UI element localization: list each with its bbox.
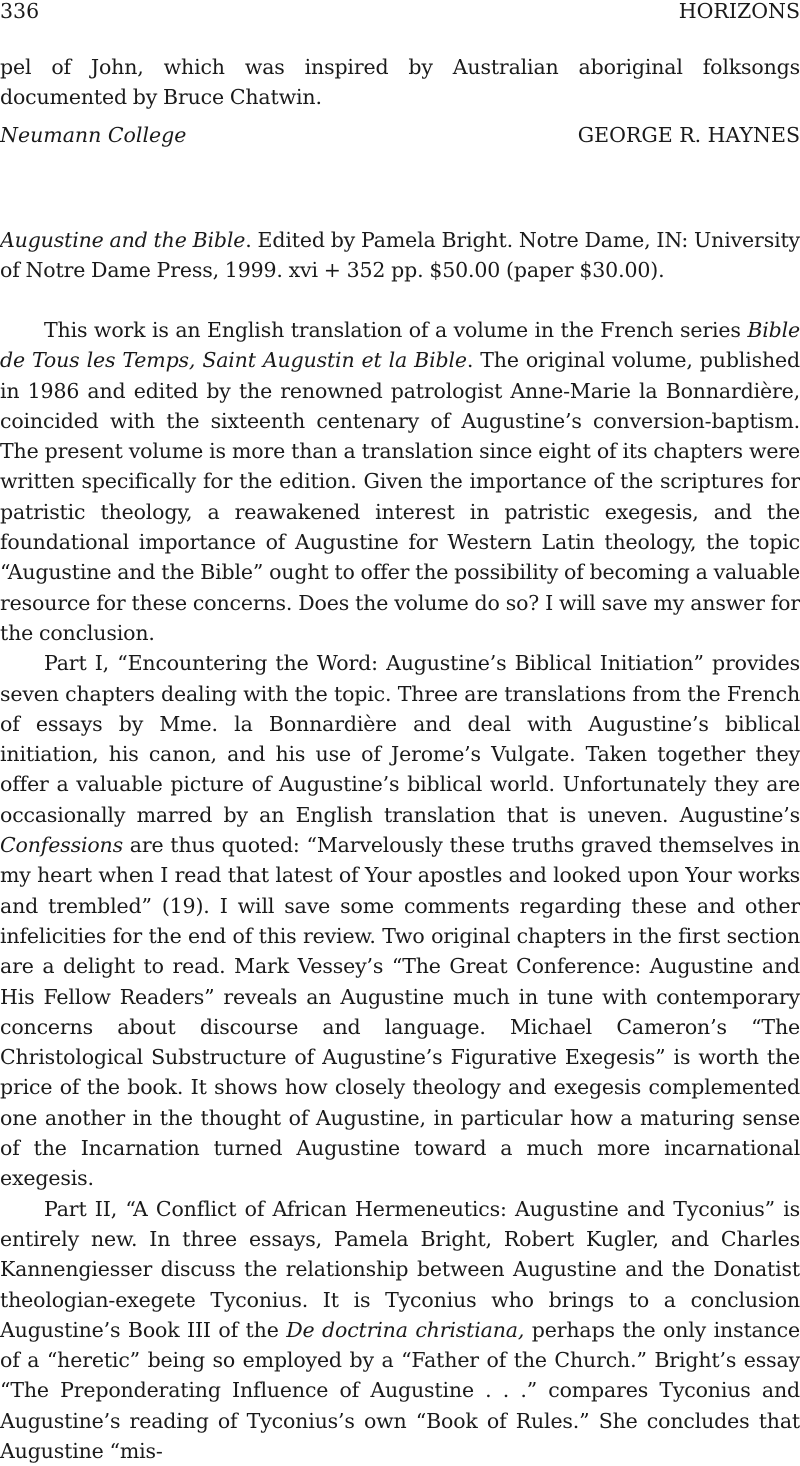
publication-details: . Edited by Pamela Bright. Notre Dame, IN: University of Notre Dame Press, 1999. xvi + 352 pp. $50.00 (paper $30.00).	[0, 228, 800, 283]
reviewer-signature	[0, 120, 800, 152]
running-header	[0, 0, 800, 28]
reviewer-institution: Neumann College	[0, 123, 187, 147]
work-title-confessions: Confessions	[0, 833, 123, 858]
previous-review-ending	[0, 52, 800, 113]
book-citation	[0, 225, 800, 286]
review-paragraph-3: Part II, “A Conflict of African Hermeneutics: Augustine and Tyconius” is entirely new. In three essays, Pamela Bright, Robert Kugler, and Charles Kannengiesser discuss the relationship between Augustine and the Donatist theologian-exegete Tyconius. It is Tyconius who brings to a conclusion Augustine’s Book III of the De doctrina christiana, perhaps the only instance of a “heretic” being so employed by a “Father of the Church.” Bright’s essay “The Preponderating Influence of Augustine . . .” compares Tyconius and Augustine’s reading of Tyconius’s own “Book of Rules.” She concludes that Augustine “mis-	[0, 1196, 800, 1463]
book-title: Augustine and the Bible	[0, 228, 246, 252]
review-paragraph-1: This work is an English translation of a volume in the French series Bible de Tous les Temps, Saint Augustin et la Bible. The original volume, published in 1986 and edited by the renowned patrologist Anne-Marie la Bonnardière, coincided with the sixteenth centenary of Augustine’s conversion-baptism. The present volume is more than a translation since eight of its chapters were written specifically for the edition. Given the importance of the scriptures for patristic theology, a reawakened interest in patristic exegesis, and the foundational importance of Augustine for Western Latin theology, the topic “Augustine and the Bible” ought to offer the possibility of becoming a valuable resource for these concerns. Does the volume do so? I will save my answer for the conclusion.	[0, 318, 800, 645]
journal-title: HORIZONS	[678, 0, 800, 23]
work-title-de-doctrina: De doctrina christiana,	[286, 1317, 525, 1342]
review-body	[0, 315, 800, 1466]
page-number: 336	[0, 0, 40, 23]
review-paragraph-2: Part I, “Encountering the Word: Augustine’s Biblical Initiation” provides seven chapters dealing with the topic. Three are translations from the French of essays by Mme. la Bonnardière and deal with Augustine’s biblical initiation, his canon, and his use of Jerome’s Vulgate. Taken together they offer a valuable picture of Augustine’s biblical world. Unfortunately they are occasionally marred by an English translation that is uneven. Augustine’s Confessions are thus quoted: “Marvelously these truths graved themselves in my heart when I read that latest of Your apostles and looked upon Your works and trembled” (19). I will save some comments regarding these and other infelicities for the end of this review. Two original chapters in the first section are a delight to read. Mark Vessey’s “The Great Conference: Augustine and His Fellow Readers” reveals an Augustine much in tune with contemporary concerns about discourse and language. Michael Cameron’s “The Christological Substructure of Augustine’s Figurative Exegesis” is worth the price of the book. It shows how closely theology and exegesis complemented one another in the thought of Augustine, in particular how a maturing sense of the Incarnation turned Augustine toward a much more incarnational exegesis.	[0, 651, 800, 1191]
series-title: Bible de Tous les Temps, Saint Augustin et la Bible	[0, 318, 800, 373]
reviewer-name: GEORGE R. HAYNES	[577, 123, 800, 147]
continuation-paragraph: pel of John, which was inspired by Australian aboriginal folksongs documented by Bruce Chatwin.	[0, 55, 800, 110]
